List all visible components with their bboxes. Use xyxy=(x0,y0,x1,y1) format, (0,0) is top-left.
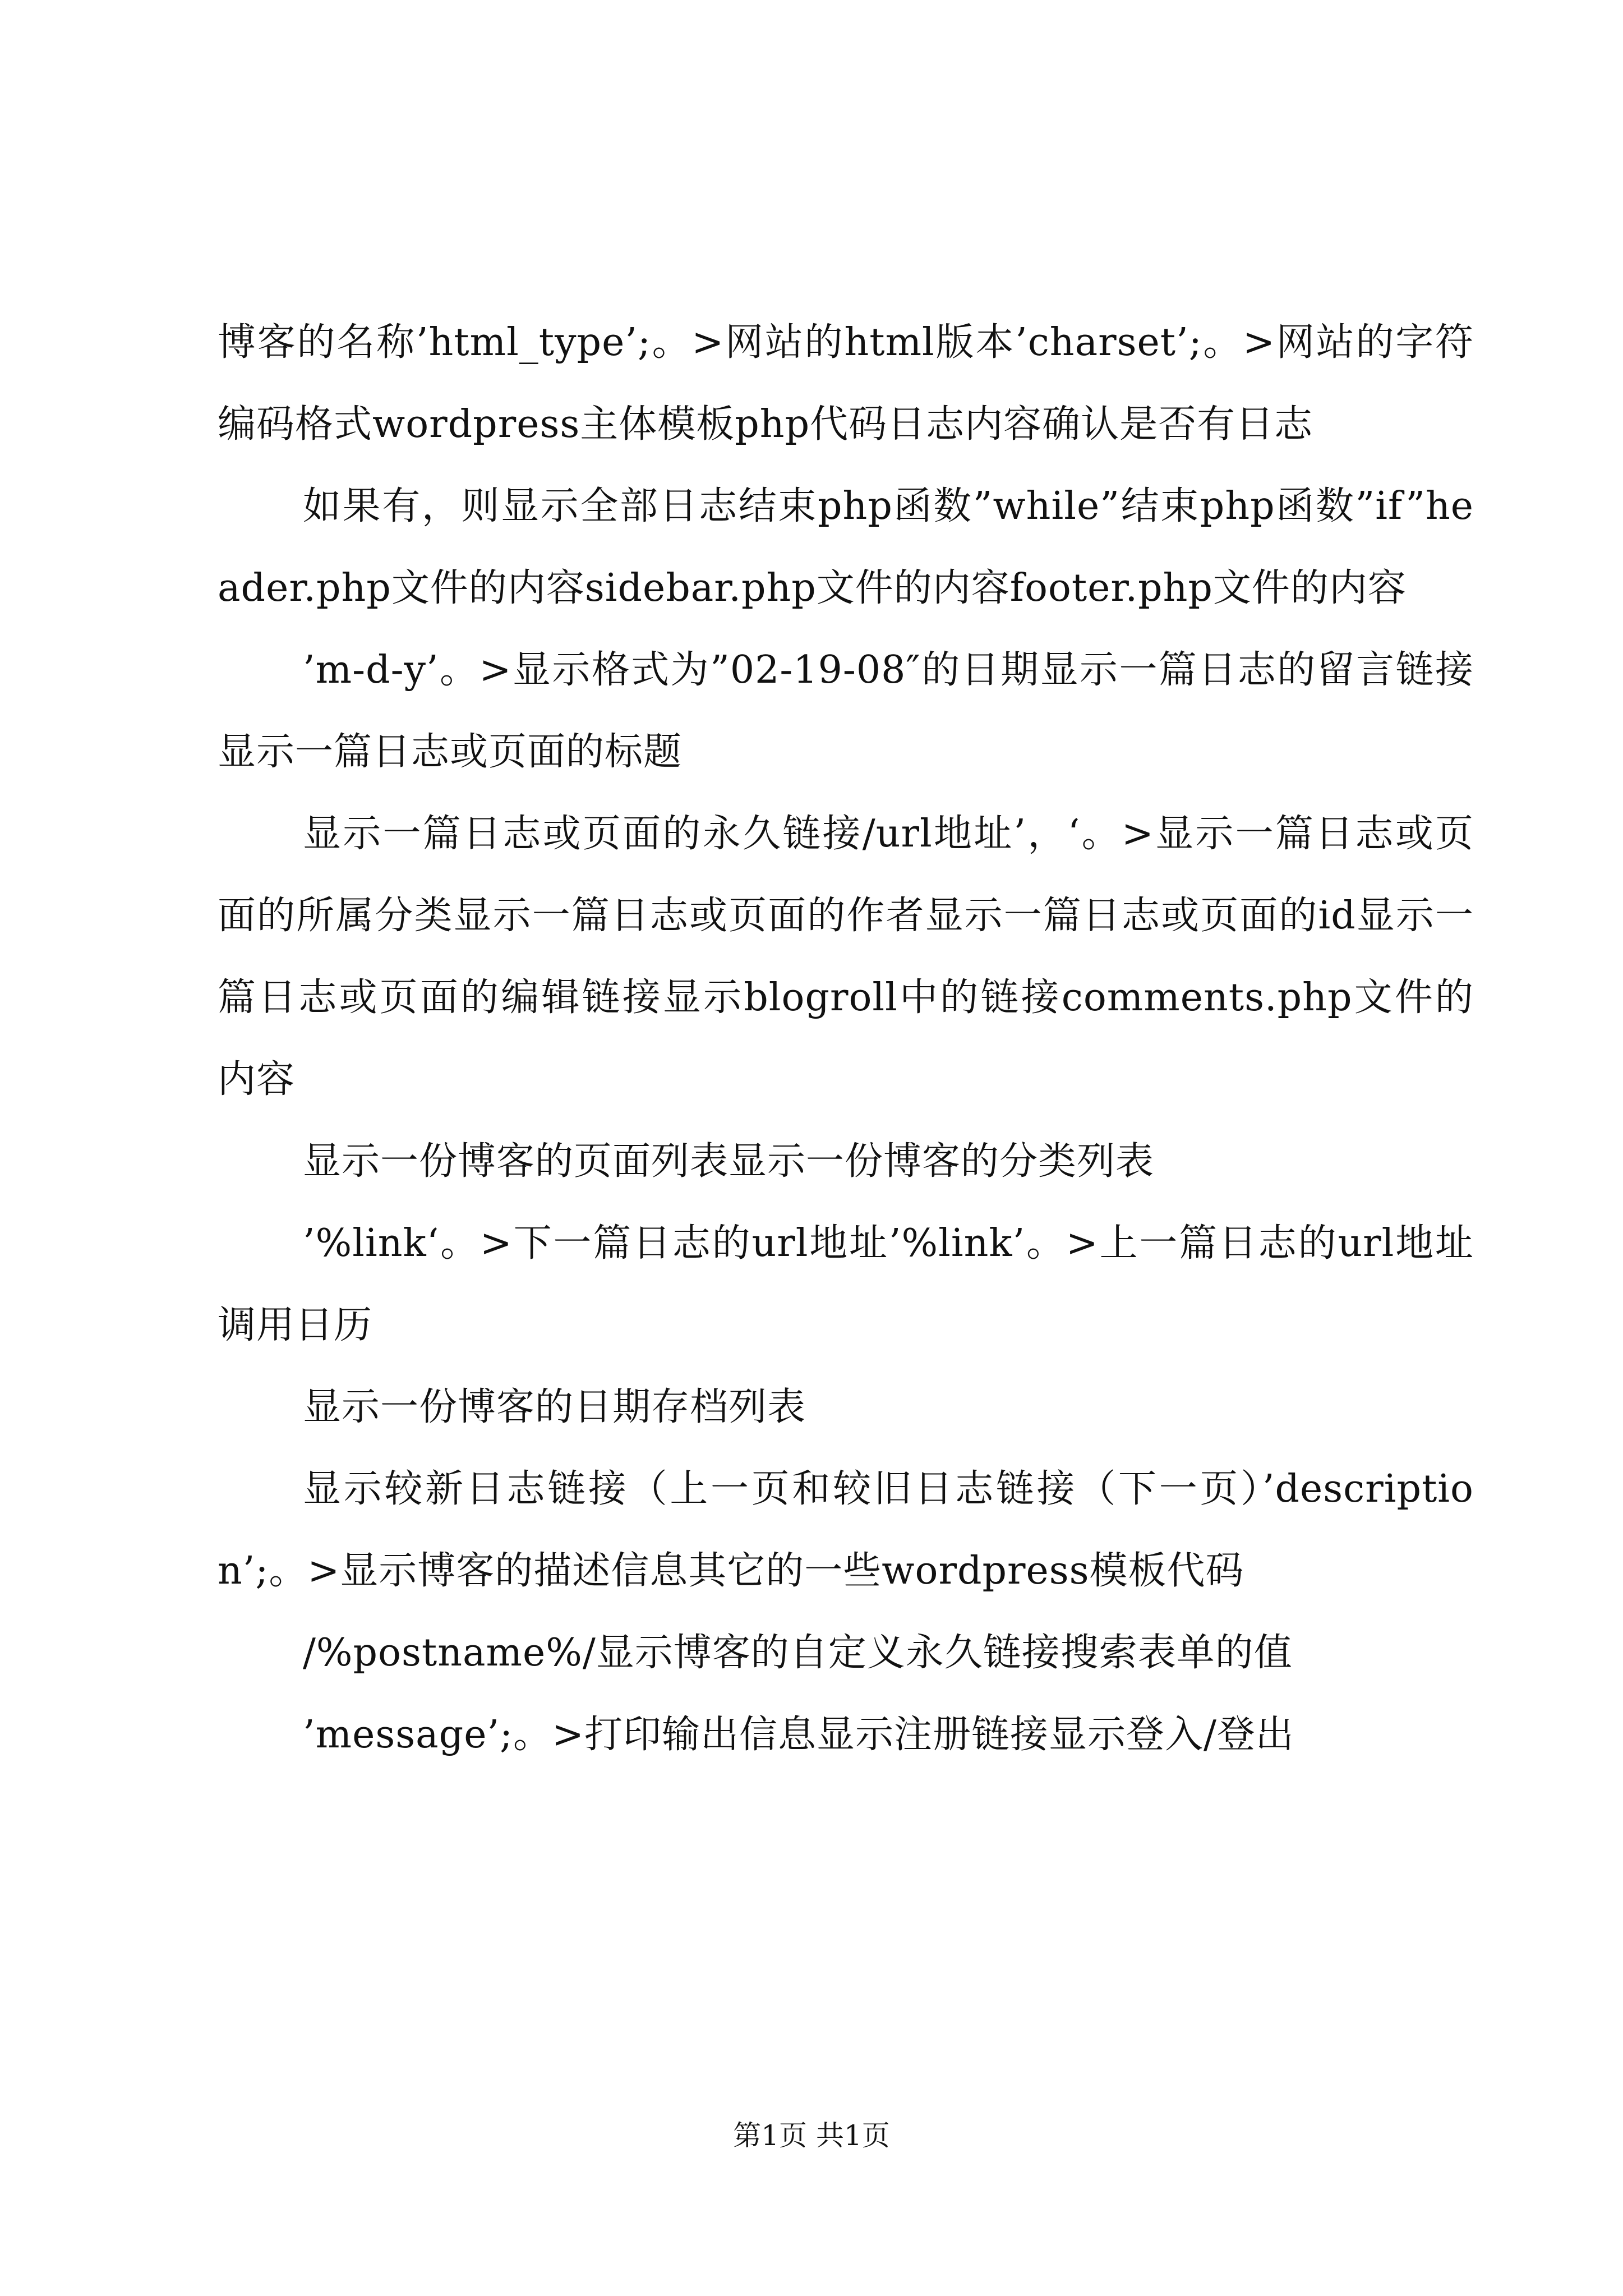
paragraph-7: 显示一份博客的日期存档列表 xyxy=(303,1385,806,1429)
paragraph-5: 显示一份博客的页面列表显示一份博客的分类列表 xyxy=(303,1139,1155,1184)
page-footer: 第1页 共1页 xyxy=(733,2119,890,2152)
paragraph-6: ’%link‘。>下一篇日志的url地址’%link’。>上一篇日志的url地址调用日历 xyxy=(218,1221,1474,1347)
paragraph-1: 博客的名称’html_type’;。>网站的html版本’charset’;。>网站的字符编码格式wordpress主体模板php代码日志内容确认是否有日志 xyxy=(218,320,1474,447)
paragraph-9: /%postname%/显示博客的自定义永久链接搜索表单的值 xyxy=(303,1631,1293,1675)
paragraph-3: ’m-d-y’。>显示格式为”02-19-08″的日期显示一篇日志的留言链接显示一篇日志或页面的标题 xyxy=(218,648,1474,774)
paragraph-2: 如果有，则显示全部日志结束php函数”while”结束php函数”if”header.php文件的内容sidebar.php文件的内容footer.php文件的内容 xyxy=(218,484,1474,610)
document-body xyxy=(218,302,1474,1776)
paragraph-10: ’message’;。>打印输出信息显示注册链接显示登入/登出 xyxy=(303,1713,1294,1757)
paragraph-8: 显示较新日志链接（上一页和较旧日志链接（下一页）’description’;。>显示博客的描述信息其它的一些wordpress模板代码 xyxy=(218,1467,1474,1593)
paragraph-4: 显示一篇日志或页面的永久链接/url地址’，‘。>显示一篇日志或页面的所属分类显示一篇日志或页面的作者显示一篇日志或页面的id显示一篇日志或页面的编辑链接显示blogroll中的链接comments.php文件的内容 xyxy=(218,812,1474,1102)
